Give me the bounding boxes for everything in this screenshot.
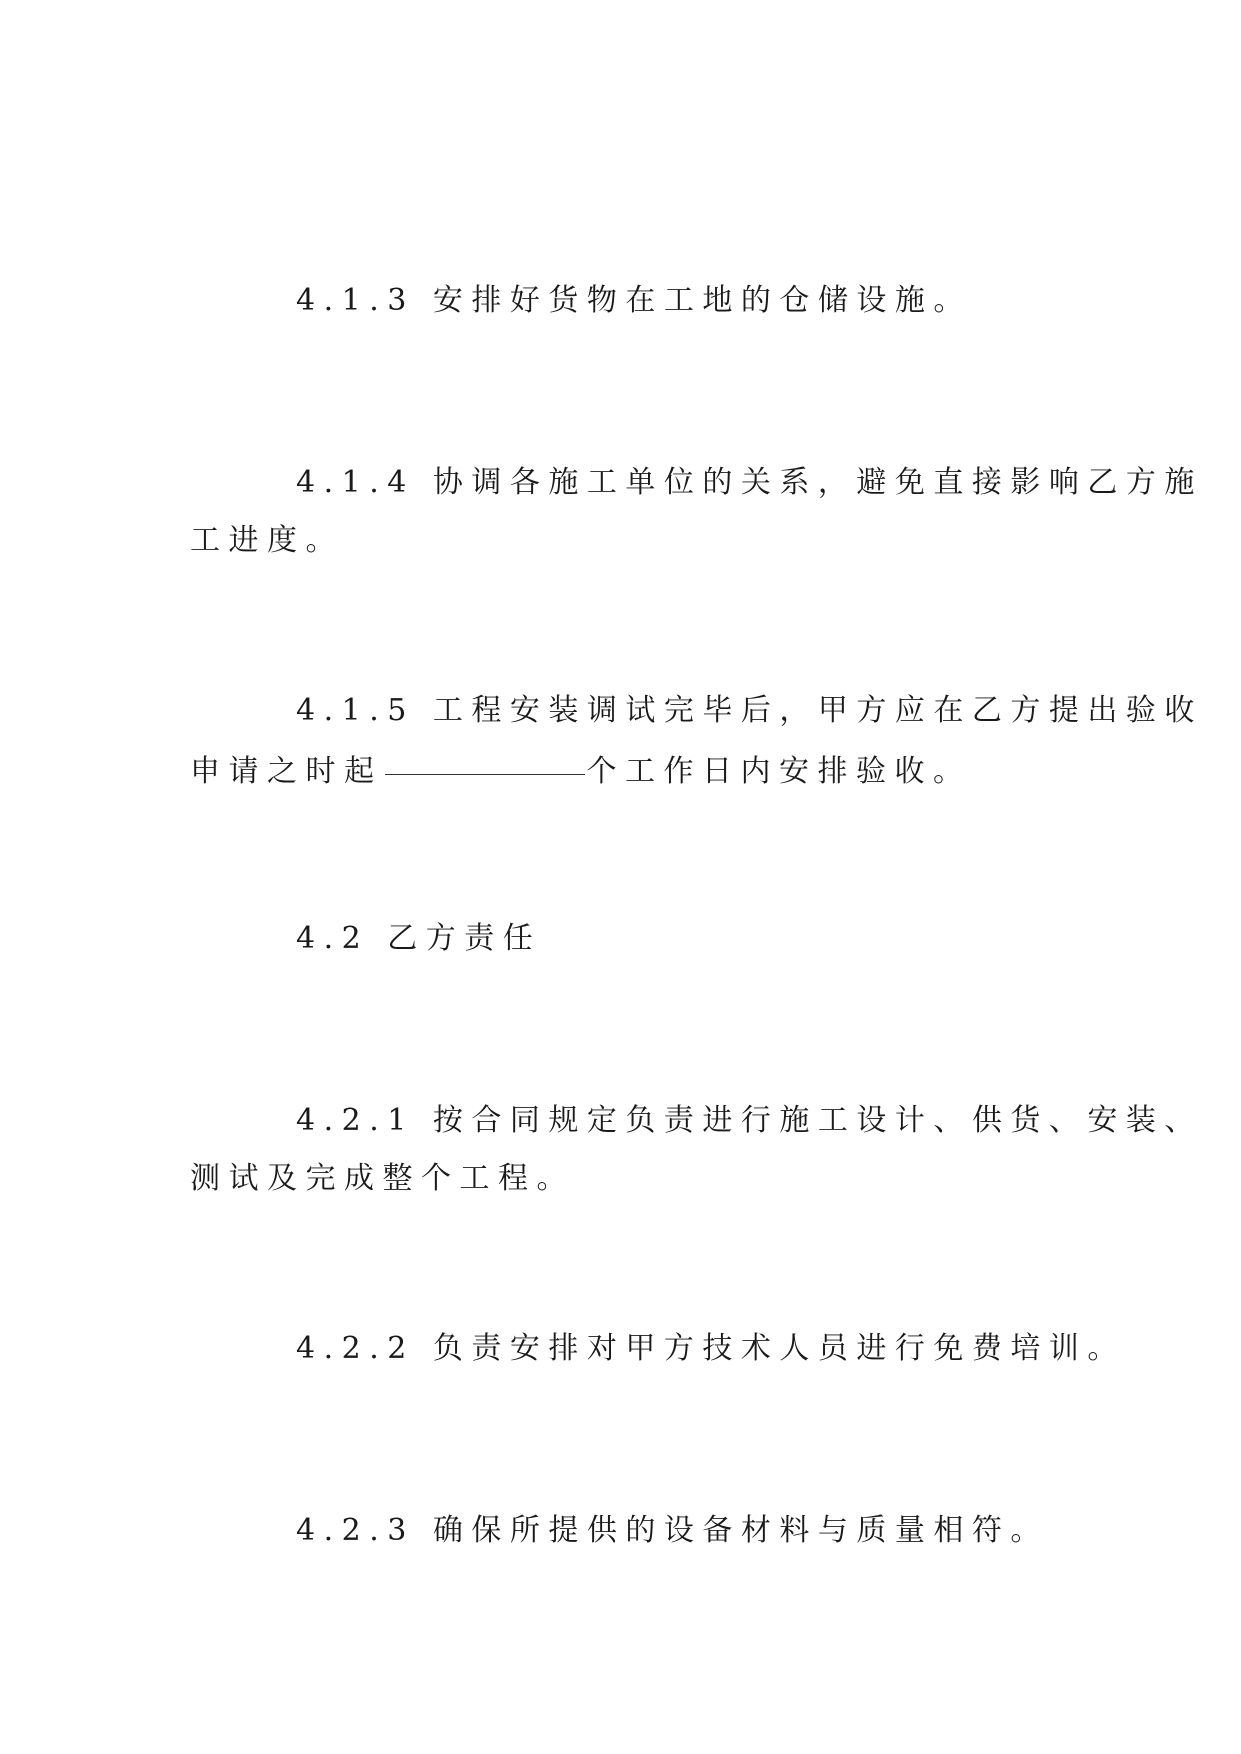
section-4-2-title: 4.2 乙方责任 [296, 921, 542, 956]
clause-4-1-5-line-2 [190, 740, 1060, 798]
clause-4-1-3 [190, 272, 1060, 330]
clause-4-1-4-line-1: 4.1.4 协调各施工单位的关系，避免直接影响乙方施 [296, 465, 1203, 500]
clause-4-1-3-text: 4.1.3 安排好货物在工地的仓储设施。 [296, 283, 972, 318]
clause-4-2-1-line-2: 测试及完成整个工程。 [190, 1161, 575, 1196]
clause-4-1-5-line-2-after: 个工作日内安排验收。 [586, 754, 972, 789]
clause-4-1-5-line-1: 4.1.5 工程安装调试完毕后，甲方应在乙方提出验收 [296, 693, 1203, 728]
clause-4-2-2 [190, 1320, 1126, 1378]
clause-4-1-4-line-2: 工进度。 [190, 523, 344, 558]
clause-4-2-1 [190, 1092, 1203, 1208]
clause-4-1-5 [190, 682, 1203, 798]
clause-4-1-4 [190, 454, 1203, 570]
section-4-2-heading [190, 910, 1060, 968]
clause-4-2-3 [190, 1502, 1060, 1560]
clause-4-1-5-line-2-before: 申请之时起 [190, 754, 383, 789]
clause-4-2-3-text: 4.2.3 确保所提供的设备材料与质量相符。 [296, 1513, 1049, 1548]
fill-in-blank [385, 734, 585, 775]
clause-4-2-2-text: 4.2.2 负责安排对甲方技术人员进行免费培训。 [296, 1331, 1126, 1366]
clause-4-2-1-line-1: 4.2.1 按合同规定负责进行施工设计、供货、安装、 [296, 1103, 1203, 1138]
